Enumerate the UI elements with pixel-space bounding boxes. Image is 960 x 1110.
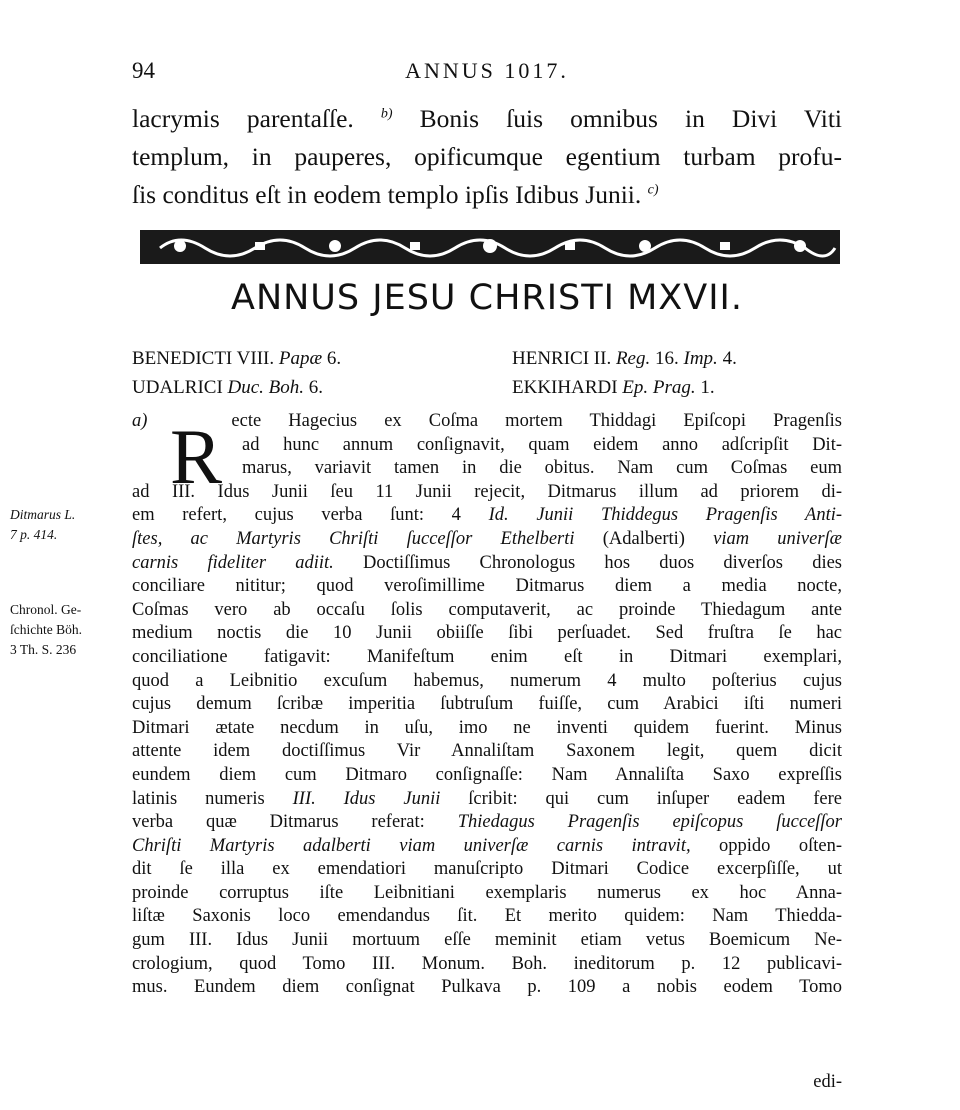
page-number: 94 bbox=[132, 58, 155, 83]
note-line-18: verba quæ Ditmarus referat: Thiedagus Pragenſis epiſcopus ſucceſſor bbox=[132, 812, 843, 833]
note-line-16: eundem diem cum Ditmaro conſignaſſe: Nam Annaliſta Saxo expreſſis bbox=[132, 764, 842, 785]
catchword: edi- bbox=[813, 1072, 842, 1092]
note-line-4: ad III. Idus Junii ſeu 11 Junii rejecit, Ditmarus illum ad priorem di- bbox=[132, 481, 842, 502]
note-line-11: conciliatione fatigavit: Manifeſtum enim eſt in Ditmari exemplari, bbox=[132, 646, 842, 667]
note-line-25: mus. Eundem diem conſignat Pulkava p. 109 a nobis eodem Tomo bbox=[132, 977, 842, 998]
footnote-a bbox=[132, 410, 842, 1000]
note-line-12: quod a Leibnitio excuſum habemus, numerum 4 multo poſterius cujus bbox=[132, 670, 842, 691]
note-line-9: Coſmas vero ab occaſu ſolis computaverit, ac proinde Thiedagum ante bbox=[132, 599, 842, 620]
note-line-13: cujus demum ſcribæ imperitia ſubtruſum fuiſſe, cum Arabici iſti numeri bbox=[132, 694, 842, 715]
note-marker-a: a) bbox=[132, 411, 148, 431]
drop-cap: R bbox=[170, 413, 223, 500]
note-line-17: latinis numeris III. Idus Junii ſcribit: qui cum inſuper eadem fere bbox=[132, 788, 843, 809]
intro-paragraph bbox=[132, 100, 842, 214]
regnal-row-1 bbox=[132, 344, 842, 373]
footnote-ref-c: c) bbox=[647, 182, 659, 198]
intro-line-2: templum, in pauperes, opificumque egentium turbam profu- bbox=[132, 142, 842, 171]
footnote-ref-b: b) bbox=[380, 106, 393, 122]
note-line-15: attente idem doctiſſimus Vir Annaliſtam Saxonem legit, quem dicit bbox=[132, 741, 842, 762]
intro-line-1: lacrymis parentaſſe. $^{b)}$ Bonis ſuis omnibus in Divi Viti bbox=[132, 104, 842, 133]
margin-note-chronologie: Chronol. Ge- ſchichte Böh. 3 Th. S. 236 bbox=[10, 602, 82, 657]
note-line-22: liſtæ Saxonis loco emendandus ſit. Et merito quidem: Nam Thiedda- bbox=[132, 906, 842, 927]
running-head: ANNUS 1017. bbox=[405, 58, 569, 83]
note-line-21: proinde corruptus iſte Leibnitiani exemplaris numerus ex hoc Anna- bbox=[132, 882, 842, 903]
note-line-24: crologium, quod Tomo III. Monum. Boh. ineditorum p. 12 publicavi- bbox=[132, 953, 842, 974]
note-line-19: Chriſti Martyris adalberti viam univerſæ carnis intravit, oppido oſten- bbox=[132, 835, 842, 856]
regnal-row-2 bbox=[132, 373, 842, 402]
note-line-14: Ditmari ætate necdum in uſu, imo ne inventi quidem fuerint. Minus bbox=[132, 717, 842, 738]
note-line-7: carnis fideliter adiit. Doctiſſimus Chronologus hos duos diverſos dies bbox=[132, 552, 842, 573]
note-line-23: gum III. Idus Junii mortuum eſſe meminit etiam vetus Boemicum Ne- bbox=[132, 930, 842, 951]
regnal-pope: BENEDICTI VIII. Papæ 6. bbox=[132, 348, 342, 369]
section-title: ANNUS JESU CHRISTI MXVII. bbox=[231, 278, 743, 318]
intro-line-3: ſis conditus eſt in eodem templo ipſis Idibus Junii. $^{c)}$ bbox=[132, 180, 659, 209]
page-header bbox=[132, 52, 842, 92]
note-line-1: a) ecte Hagecius ex Coſma mortem Thiddagi Epiſcopi Pragenſis bbox=[132, 411, 842, 431]
regnal-emperor: HENRICI II. Reg. 16. Imp. 4. bbox=[512, 348, 737, 369]
note-line-10: medium noctis die 10 Junii obiiſſe ſibi perſuadet. Sed fruſtra ſe hac bbox=[132, 623, 842, 644]
regnal-duke: UDALRICI Duc. Boh. 6. bbox=[132, 377, 324, 398]
note-line-3: marus, variavit tamen in die obitus. Nam cum Coſmas eum bbox=[242, 458, 842, 479]
regnal-years bbox=[132, 344, 842, 402]
regnal-bishop: EKKIHARDI Ep. Prag. 1. bbox=[512, 377, 715, 398]
note-line-20: dit ſe illa ex emendatiori manuſcripto Ditmari Codice excerpſiſſe, ut bbox=[132, 859, 842, 880]
note-line-8: conciliare nititur; quod veroſimillime Ditmarus diem a media nocte, bbox=[132, 576, 842, 597]
note-line-6: ſtes, ac Martyris Chriſti ſucceſſor Ethelberti (Adalberti) viam univerſæ bbox=[132, 528, 842, 549]
note-line-2: ad hunc annum conſignavit, quam eidem anno adſcripſit Dit- bbox=[242, 434, 842, 455]
note-line-5: em refert, cujus verba ſunt: 4 Id. Junii Thiddegus Pragenſis Anti- bbox=[132, 505, 843, 526]
margin-note-ditmarus: Ditmarus L. 7 p. 414. bbox=[10, 507, 76, 542]
ornament-band bbox=[140, 226, 840, 268]
